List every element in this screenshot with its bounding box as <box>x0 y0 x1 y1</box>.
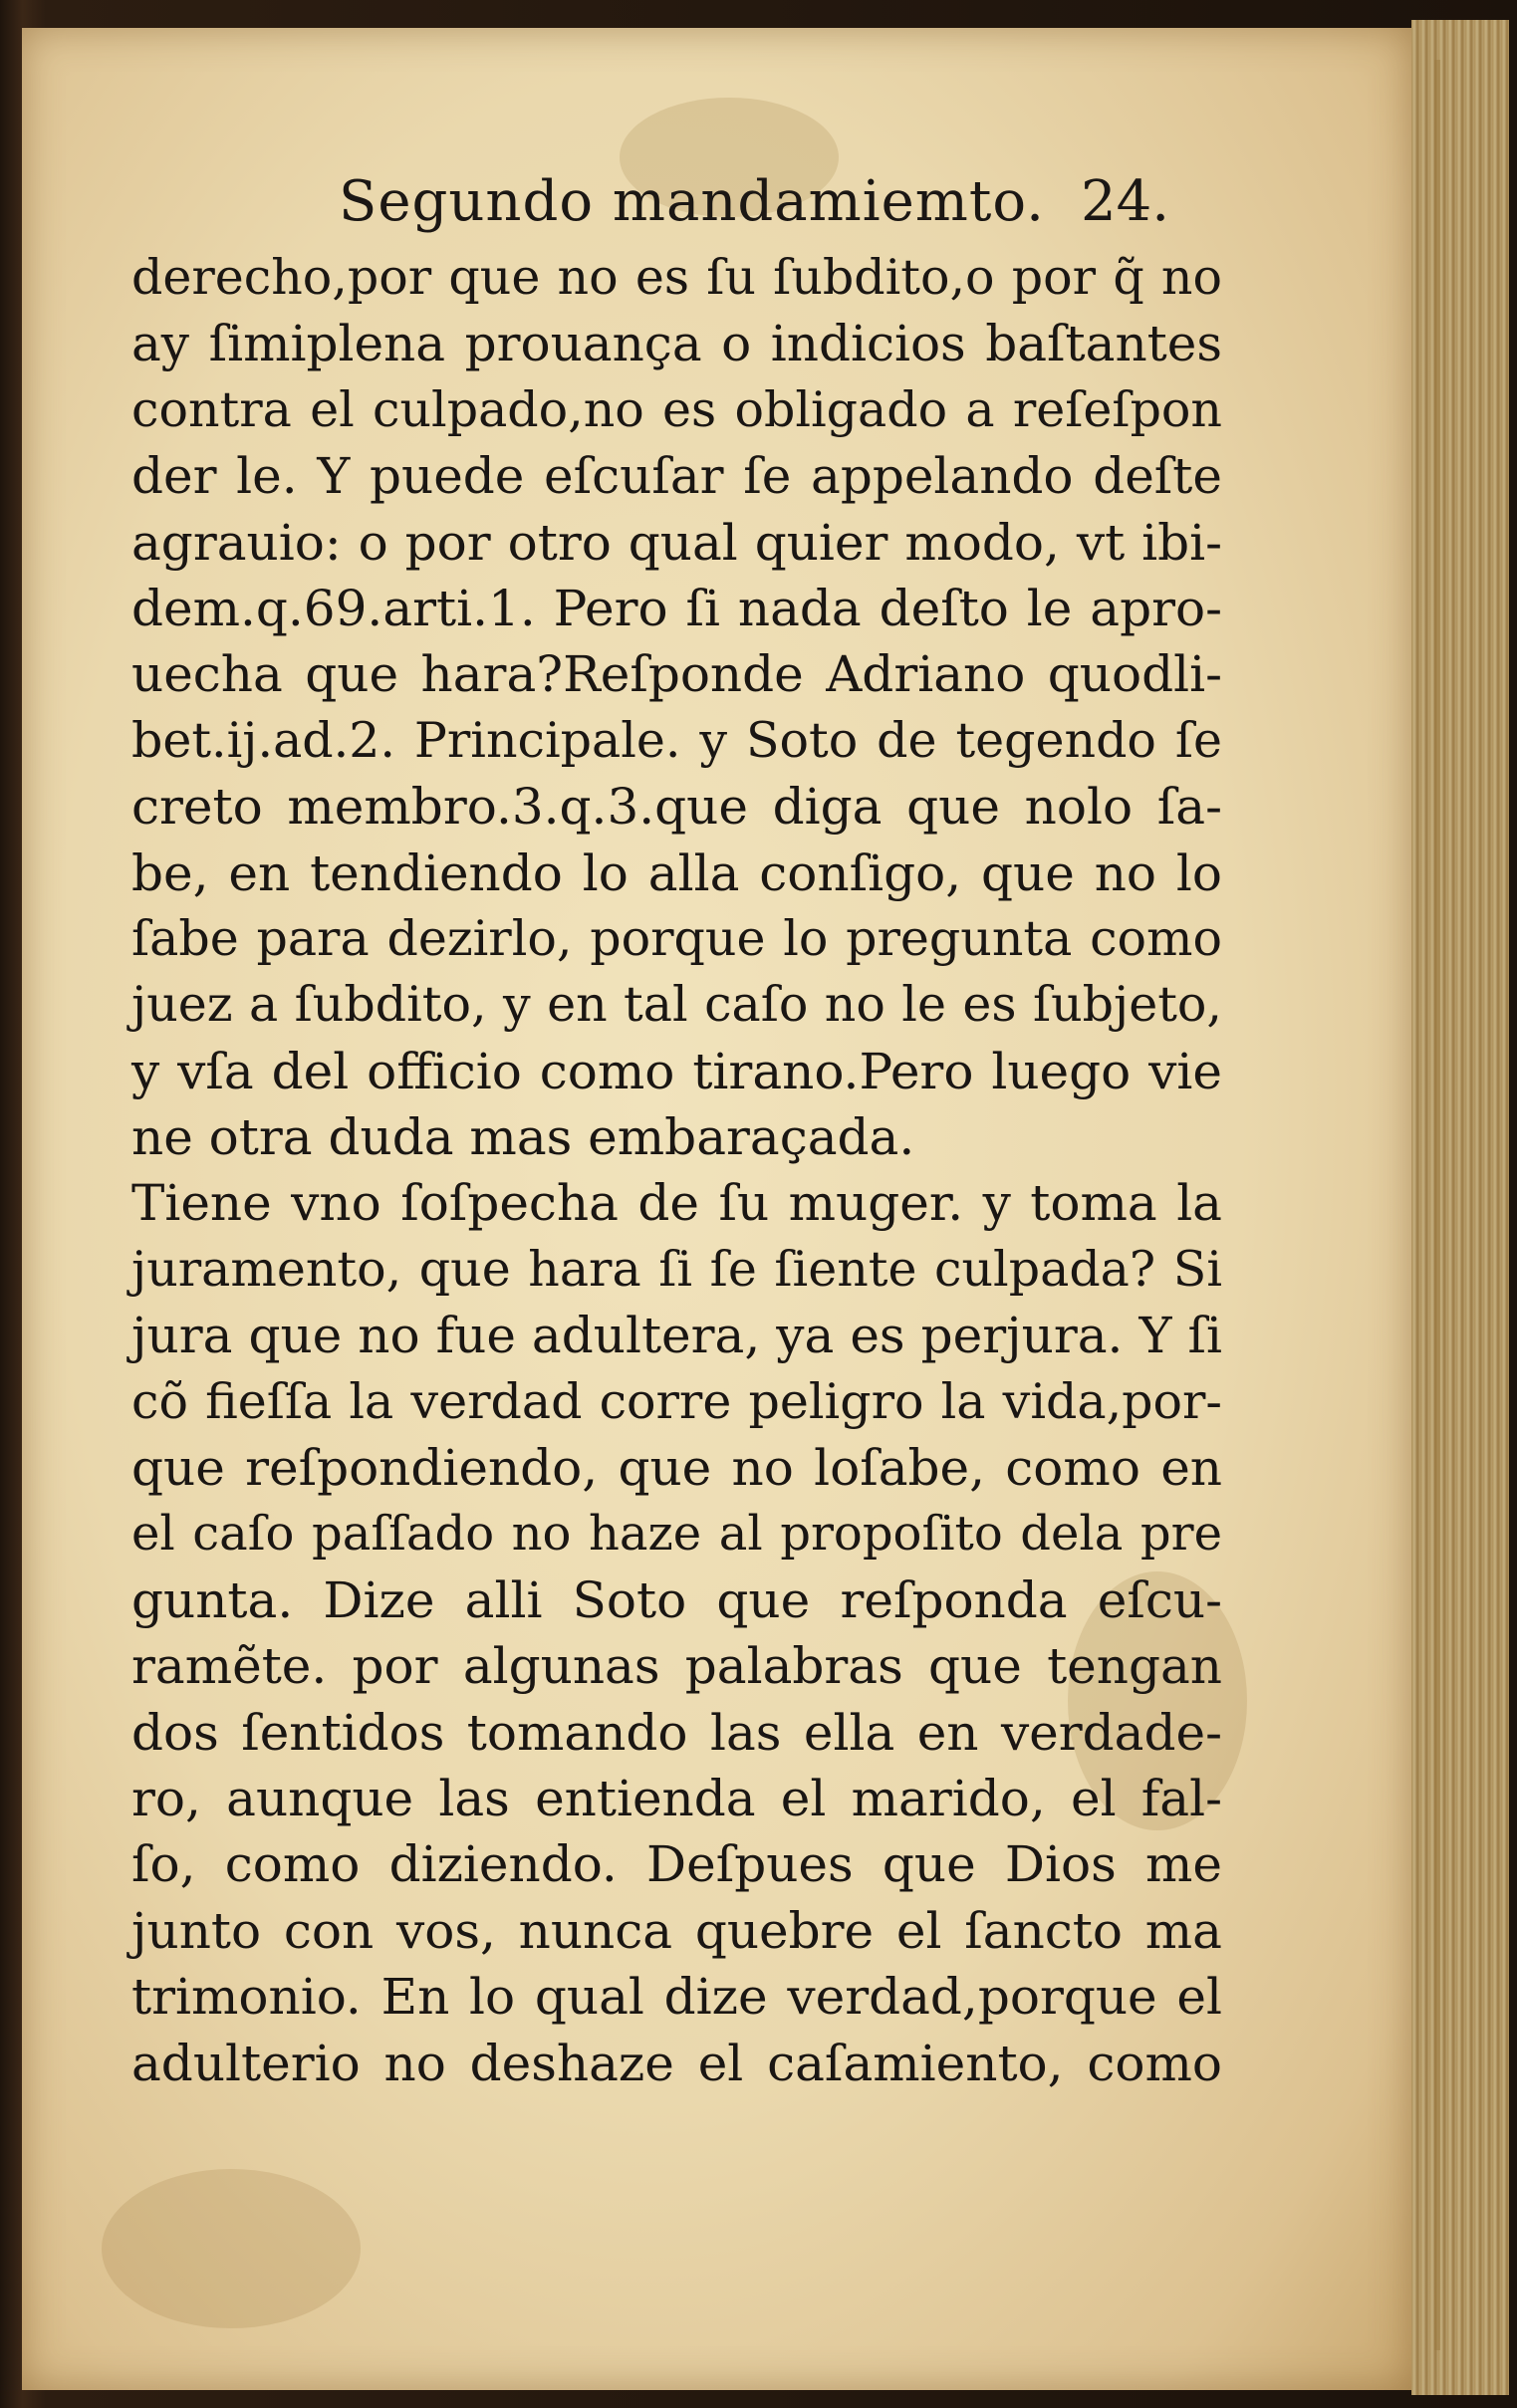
text-line: el caſo paſſado no haze al propoſito dela pre <box>131 1506 1222 1563</box>
text-line: ſabe para dezirlo, porque lo pregunta como <box>131 909 1222 967</box>
page-header <box>339 159 1195 249</box>
text-line: dos ſentidos tomando las ella en verdade- <box>131 1703 1222 1762</box>
text-line: que reſpondiendo, que no loſabe, como en <box>131 1439 1222 1498</box>
text-line: contra el culpado,no es obligado a reſeſpon <box>131 380 1222 438</box>
text-line: junto con vos, nunca quebre el ſancto ma <box>131 1901 1222 1960</box>
text-line: der le. Y puede eſcuſar ſe appelando deſte <box>131 447 1222 506</box>
page-edge-shadow <box>1434 60 1440 2350</box>
text-line: creto membro.3.q.3.que diga que nolo ſa- <box>131 778 1222 837</box>
text-line: jura que no fue adultera, ya es perjura. Y ſi <box>131 1307 1222 1365</box>
text-line: trimonio. En lo qual dize verdad,porque el <box>131 1968 1222 2027</box>
text-line: ay ſimiplena prouança o indicios baſtantes <box>131 315 1222 373</box>
text-line: derecho,por que no es ſu ſubdito,o por q̃ no <box>131 249 1222 306</box>
folio-number: 24. <box>1081 169 1170 234</box>
text-line: y vſa del officio como tirano.Pero luego vie <box>131 1042 1222 1100</box>
text-line: agrauio: o por otro qual quier modo, vt ibi- <box>131 513 1222 572</box>
page-edge-stack <box>1411 20 1509 2395</box>
running-title: Segundo mandamiemto. <box>339 169 1045 234</box>
text-line: bet.ij.ad.2. Principale. y Soto de tegendo ſe <box>131 711 1222 769</box>
text-line: juramento, que hara ſi ſe ſiente culpada? Si <box>131 1240 1222 1298</box>
text-line: ne otra duda mas embaraçada. <box>131 1108 915 1167</box>
text-line: Tiene vno ſoſpecha de ſu muger. y toma la <box>131 1174 1222 1233</box>
text-line: uecha que hara?Reſponde Adriano quodli- <box>131 645 1222 704</box>
text-line: cõ fieſſa la verdad corre peligro la vida,por- <box>131 1372 1222 1430</box>
text-line: ro, aunque las entienda el marido, el fal- <box>131 1769 1222 1827</box>
text-line: adulterio no deshaze el caſamiento, como <box>131 2034 1222 2092</box>
paper-stain <box>102 2169 361 2328</box>
text-line: be, en tendiendo lo alla conſigo, que no lo <box>131 843 1222 902</box>
body-text <box>131 245 1222 2096</box>
text-line: juez a ſubdito, y en tal caſo no le es ſubjeto, <box>131 976 1222 1034</box>
text-line: ramẽte. por algunas palabras que tengan <box>131 1637 1222 1696</box>
text-line: dem.q.69.arti.1. Pero ſi nada deſto le apro- <box>131 579 1222 637</box>
text-line: gunta. Dize alli Soto que reſponda eſcu- <box>131 1570 1222 1629</box>
text-line: ſo, como diziendo. Deſpues que Dios me <box>131 1835 1222 1894</box>
